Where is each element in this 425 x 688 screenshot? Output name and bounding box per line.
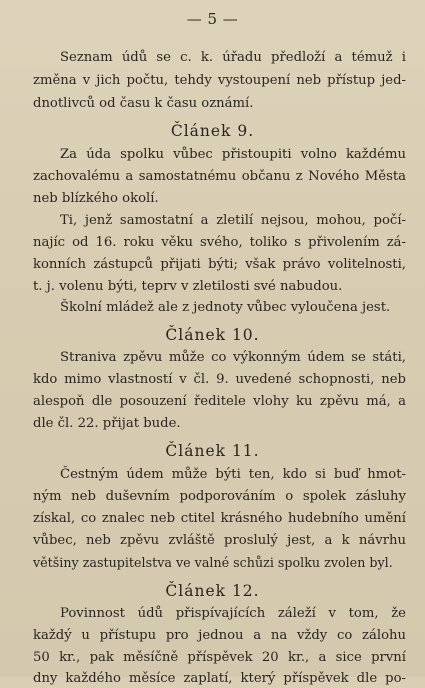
text-line: Školní mládež ale z jednoty vůbec vyloučena jest. (60, 300, 391, 315)
text-line: alespoň dle posouzení ředitele vlohy ku zpěvu má, a (33, 394, 406, 409)
text-line: Povinnost údů přispívajících záleží v tom, že (60, 606, 406, 621)
text-line: dny každého měsíce zaplatí, který příspěvek dle po- (33, 671, 406, 686)
text-line: Straniva zpěvu může co výkonným údem se státi, (60, 350, 406, 365)
text-line: Seznam údů se c. k. úřadu předloží a témuž i (60, 50, 406, 65)
text-line: získal, co znalec neb ctitel krásného hudebního umění (33, 511, 406, 526)
text-line: většiny zastupitelstva ve valné schůzi spolku zvolen byl. (33, 555, 393, 570)
text-line: kdo mimo vlastností v čl. 9. uvedené schopnosti, neb (33, 372, 406, 387)
text-line: t. j. volenu býti, teprv v zletilosti své nabudou. (33, 279, 343, 294)
text-line: každý u přístupu pro jednou a na vždy co zálohu (33, 628, 406, 643)
text-line: konních zástupců přijati býti; však právo volitelnosti, (33, 257, 406, 272)
article-heading-11: Článek 11. (165, 442, 260, 460)
text-line: Za úda spolku vůbec přistoupiti volno každému (60, 147, 406, 162)
text-line: dnotlivců od času k času oznámí. (33, 96, 254, 111)
text-line: vůbec, neb zpěvu zvláště proslulý jest, a k návrhu (33, 533, 406, 548)
text-line: neb blízkého okolí. (33, 191, 159, 206)
text-line: změna v jich počtu, tehdy vystoupení neb přístup jed- (33, 73, 406, 88)
text-line: dle čl. 22. přijat bude. (33, 416, 181, 431)
page-number: — 5 — (186, 10, 239, 28)
text-line: ným neb duševním podporováním o spolek zásluhy (33, 489, 406, 504)
text-line: najíc od 16. roku věku svého, toliko s přivolením zá- (33, 235, 406, 250)
text-line: 50 kr., pak měsíčně příspěvek 20 kr., a sice první (33, 650, 406, 665)
article-heading-12: Článek 12. (165, 582, 260, 600)
text-line: Čestným údem může býti ten, kdo si buď hmot- (60, 467, 406, 482)
article-heading-10: Článek 10. (165, 326, 260, 344)
text-line: zachovalému a samostatnému občanu z Nového Města (33, 169, 406, 184)
article-heading-9: Článek 9. (170, 122, 255, 140)
text-line: Ti, jenž samostatní a zletilí nejsou, mohou, počí- (60, 213, 406, 228)
